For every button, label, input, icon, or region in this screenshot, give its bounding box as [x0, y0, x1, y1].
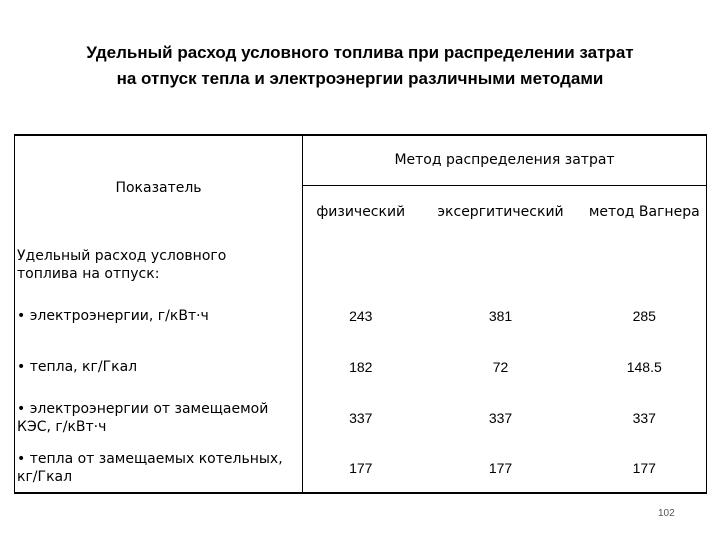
row-label-line-1: • тепла, кг/Гкал — [17, 359, 138, 375]
table-row — [15, 291, 707, 341]
page-title — [0, 40, 720, 92]
cell-exergy: 177 — [419, 443, 583, 493]
cell-physical: 182 — [349, 359, 373, 375]
cell-physical: 337 — [349, 410, 373, 426]
cell-physical: 243 — [349, 308, 373, 324]
row-label — [15, 443, 303, 493]
title-line-2: на отпуск тепла и электроэнергии различными методами — [116, 69, 604, 88]
header-method-wagner: метод Вагнера — [588, 204, 700, 221]
cell-wagner: 148.5 — [626, 359, 662, 375]
table-row — [15, 341, 707, 393]
row-label-line-2: кг/Гкал — [17, 468, 73, 485]
table-row — [15, 443, 707, 493]
row-label-line-1: • электроэнергии, г/кВт·ч — [17, 308, 209, 324]
row-label — [15, 291, 303, 341]
page-number: 102 — [658, 508, 675, 519]
row-label-line-2: КЭС, г/кВт·ч — [17, 419, 107, 435]
row-label — [15, 341, 303, 393]
fuel-consumption-table — [14, 134, 707, 494]
row-label — [15, 393, 303, 443]
cell-exergy: 72 — [492, 359, 509, 375]
cell-exergy: 381 — [488, 308, 513, 324]
header-method-physical: физический — [316, 204, 406, 221]
group-label — [15, 239, 303, 291]
row-label-line-1: • тепла от замещаемых котельных, — [17, 450, 283, 467]
header-method-group: Метод распределения затрат — [303, 135, 707, 185]
row-label-line-1: • электроэнергии от замещаемой — [17, 401, 269, 417]
cell-wagner: 177 — [583, 443, 707, 493]
header-method-exergy: эксергитический — [437, 204, 564, 221]
group-label-line-2: топлива на отпуск: — [17, 266, 160, 282]
cell-wagner: 337 — [632, 410, 656, 426]
cell-physical: 177 — [303, 443, 419, 493]
header-parameter: Показатель — [15, 135, 303, 239]
cell-wagner: 285 — [632, 308, 656, 324]
table-row — [15, 393, 707, 443]
cell-exergy: 337 — [488, 410, 513, 426]
title-line-1: Удельный расход условного топлива при распределении затрат — [86, 43, 634, 62]
group-label-line-1: Удельный расход условного — [17, 248, 227, 264]
